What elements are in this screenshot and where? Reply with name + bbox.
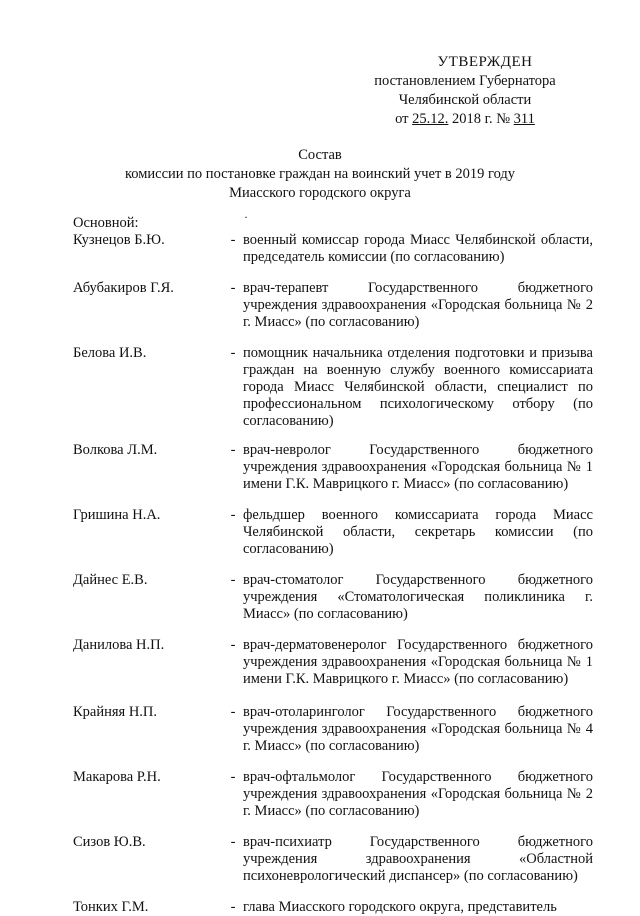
approval-line-2: Челябинской области [398,92,532,108]
member-role: врач-дерматовенеролог Государственного бюджетного учреждения здравоохранения «Городская больница № 1 имени Г.К. Маврицкого г. Миасс» (по согласованию) [243,637,593,687]
member-role: помощник начальника отделения подготовки и призыва граждан на военную службу военного комиссариата города Миасс Челябинской области, специалист по профессиональном психологическому отбору (по согласованию) [243,345,593,429]
stray-mark: · [244,210,248,224]
member-row [73,572,593,623]
dash-separator: - [230,232,236,248]
member-name: Кузнецов Б.Ю. [73,232,165,248]
title-line-1: Состав [298,147,342,163]
member-role: глава Миасского городского округа, представитель [243,899,557,915]
member-name: Гришина Н.А. [73,507,161,523]
member-list [73,215,593,916]
member-row [73,442,593,493]
approval-date-line [340,110,590,129]
dash-separator: - [230,637,236,653]
dash-separator: - [230,704,236,720]
approval-heading: УТВЕРЖДЕН [437,54,533,70]
decree-number: 311 [513,111,535,127]
member-row [73,280,593,331]
member-row [73,507,593,558]
member-entries [73,232,593,916]
member-role: врач-психиатр Государственного бюджетного учреждения здравоохранения «Областной психоневрологический диспансер» (по согласованию) [243,834,593,884]
member-name: Данилова Н.П. [73,637,165,653]
member-name: Белова И.В. [73,345,147,361]
approval-line-1: постановлением Губернатора [374,73,556,89]
dash-separator: - [230,572,236,588]
member-name: Макарова Р.Н. [73,769,161,785]
member-role: врач-стоматолог Государственного бюджетного учреждения «Стоматологическая поликлиника г. Миасс» (по согласованию) [243,572,593,622]
member-role: военный комиссар города Миасс Челябинской области, председатель комиссии (по согласованию) [243,232,593,265]
dash-separator: - [230,899,236,915]
member-row [73,899,593,916]
member-row [73,769,593,820]
member-role: врач-терапевт Государственного бюджетного учреждения здравоохранения «Городская больница № 2 г. Миасс» (по согласованию) [243,280,593,330]
dash-separator: - [230,834,236,850]
document-title [100,146,540,203]
member-role: врач-отоларинголог Государственного бюджетного учреждения здравоохранения «Городская больница № 4 г. Миасс» (по согласованию) [243,704,593,754]
dash-separator: - [230,442,236,458]
section-label: Основной: [73,215,139,231]
dash-separator: - [230,769,236,785]
member-row [73,345,593,430]
member-role: врач-офтальмолог Государственного бюджетного учреждения здравоохранения «Городская больница № 2 г. Миасс» (по согласованию) [243,769,593,819]
member-row [73,232,593,266]
dash-separator: - [230,280,236,296]
dash-separator: - [230,345,236,361]
title-line-2: комиссии по постановке граждан на воинский учет в 2019 году [124,166,516,182]
member-row [73,834,593,885]
dash-separator: - [230,507,236,523]
date-prefix: от [395,111,409,127]
member-role: врач-невролог Государственного бюджетного учреждения здравоохранения «Городская больница № 1 имени Г.К. Маврицкого г. Миасс» (по согласованию) [243,442,593,492]
date-value: 25.12. [412,111,449,127]
member-role: фельдшер военного комиссариата города Миасс Челябинской области, секретарь комиссии (по согласованию) [243,507,593,557]
member-name: Тонких Г.М. [73,899,149,915]
member-name: Крайняя Н.П. [73,704,158,720]
approval-block [340,53,590,129]
member-name: Сизов Ю.В. [73,834,146,850]
member-name: Абубакиров Г.Я. [73,280,174,296]
member-row [73,704,593,755]
title-line-3: Миасского городского округа [229,185,411,201]
member-row [73,637,593,688]
member-name: Дайнес Е.В. [73,572,148,588]
year-text: 2018 г. № [452,111,511,127]
member-name: Волкова Л.М. [73,442,158,458]
